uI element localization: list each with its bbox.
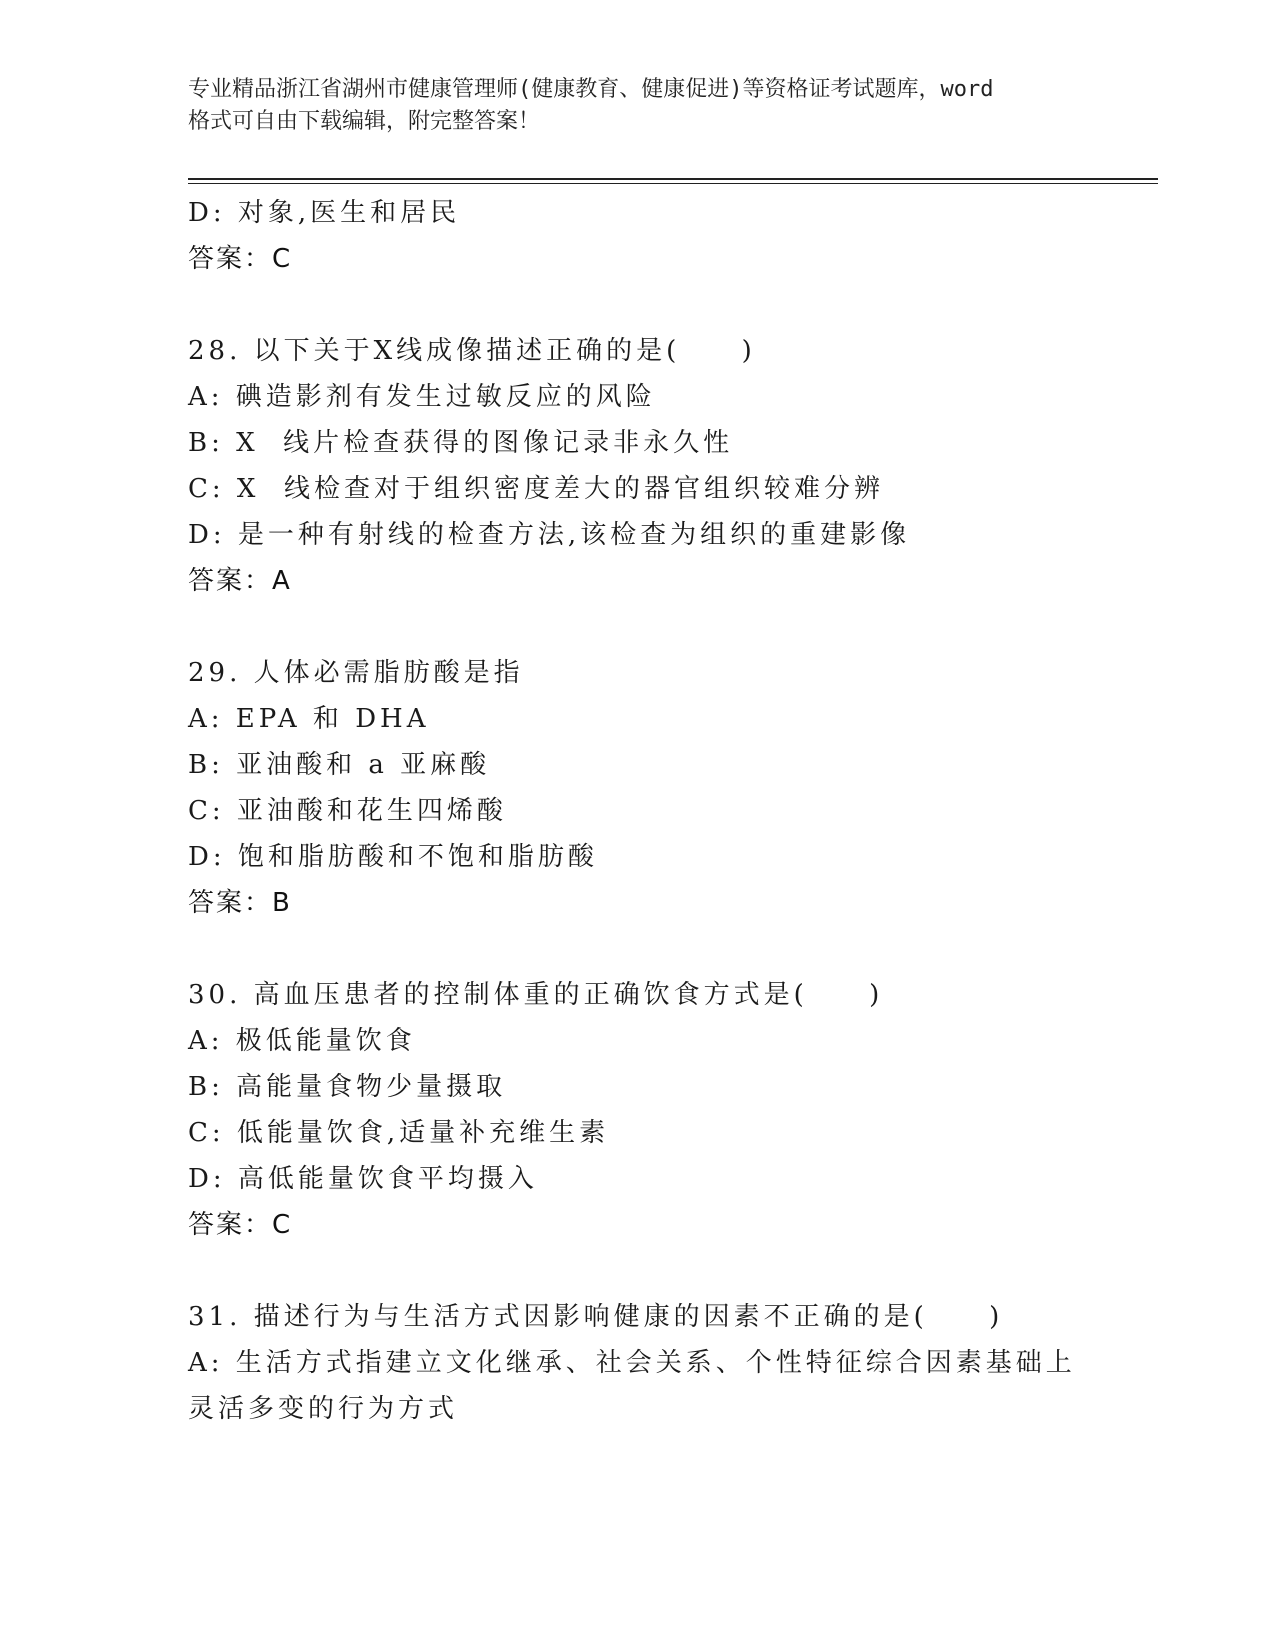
answer-line: 答案：B bbox=[188, 888, 292, 918]
option-d: D: 饱和脂肪酸和不饱和脂肪酸 bbox=[188, 842, 598, 872]
previous-question-tail bbox=[188, 190, 1088, 282]
option-c: C: 亚油酸和花生四烯酸 bbox=[188, 796, 507, 826]
question-29 bbox=[188, 650, 1088, 926]
option-a: A: 生活方式指建立文化继承、社会关系、个性特征综合因素基础上灵活多变的行为方式 bbox=[188, 1348, 1076, 1424]
question-stem: 30. 高血压患者的控制体重的正确饮食方式是( ) bbox=[188, 980, 884, 1010]
option-d: D: 高低能量饮食平均摄入 bbox=[188, 1164, 538, 1194]
question-31 bbox=[188, 1294, 1088, 1432]
answer-line: 答案：A bbox=[188, 566, 292, 596]
option-b: B: X 线片检查获得的图像记录非永久性 bbox=[188, 428, 734, 458]
header-rule-thin bbox=[188, 183, 1158, 184]
spacer bbox=[188, 926, 1088, 972]
header-line-2: 格式可自由下载编辑，附完整答案！ bbox=[188, 109, 541, 134]
spacer bbox=[188, 604, 1088, 650]
option-b: B: 亚油酸和 a 亚麻酸 bbox=[188, 750, 491, 780]
question-28 bbox=[188, 328, 1088, 604]
option-c: C: X 线检查对于组织密度差大的器官组织较难分辨 bbox=[188, 474, 884, 504]
question-stem: 28. 以下关于X线成像描述正确的是( ) bbox=[188, 336, 756, 366]
answer-line: 答案：C bbox=[188, 244, 293, 274]
option-a: A: 极低能量饮食 bbox=[188, 1026, 416, 1056]
header-line-1: 专业精品浙江省湖州市健康管理师(健康教育、健康促进)等资格证考试题库，word bbox=[188, 77, 994, 102]
option-c: C: 低能量饮食,适量补充维生素 bbox=[188, 1118, 610, 1148]
spacer bbox=[188, 1248, 1088, 1294]
document-header bbox=[188, 74, 1088, 138]
question-list bbox=[188, 190, 1088, 1432]
question-stem: 29. 人体必需脂肪酸是指 bbox=[188, 658, 524, 688]
option-a: A: 碘造影剂有发生过敏反应的风险 bbox=[188, 382, 656, 412]
question-30 bbox=[188, 972, 1088, 1248]
answer-line: 答案：C bbox=[188, 1210, 293, 1240]
option-d: D: 对象,医生和居民 bbox=[188, 198, 461, 228]
spacer bbox=[188, 282, 1088, 328]
option-d: D: 是一种有射线的检查方法,该检查为组织的重建影像 bbox=[188, 520, 911, 550]
header-rule-thick bbox=[188, 178, 1158, 180]
option-b: B: 高能量食物少量摄取 bbox=[188, 1072, 507, 1102]
question-stem: 31. 描述行为与生活方式因影响健康的因素不正确的是( ) bbox=[188, 1302, 1004, 1332]
option-a: A: EPA 和 DHA bbox=[188, 704, 430, 734]
